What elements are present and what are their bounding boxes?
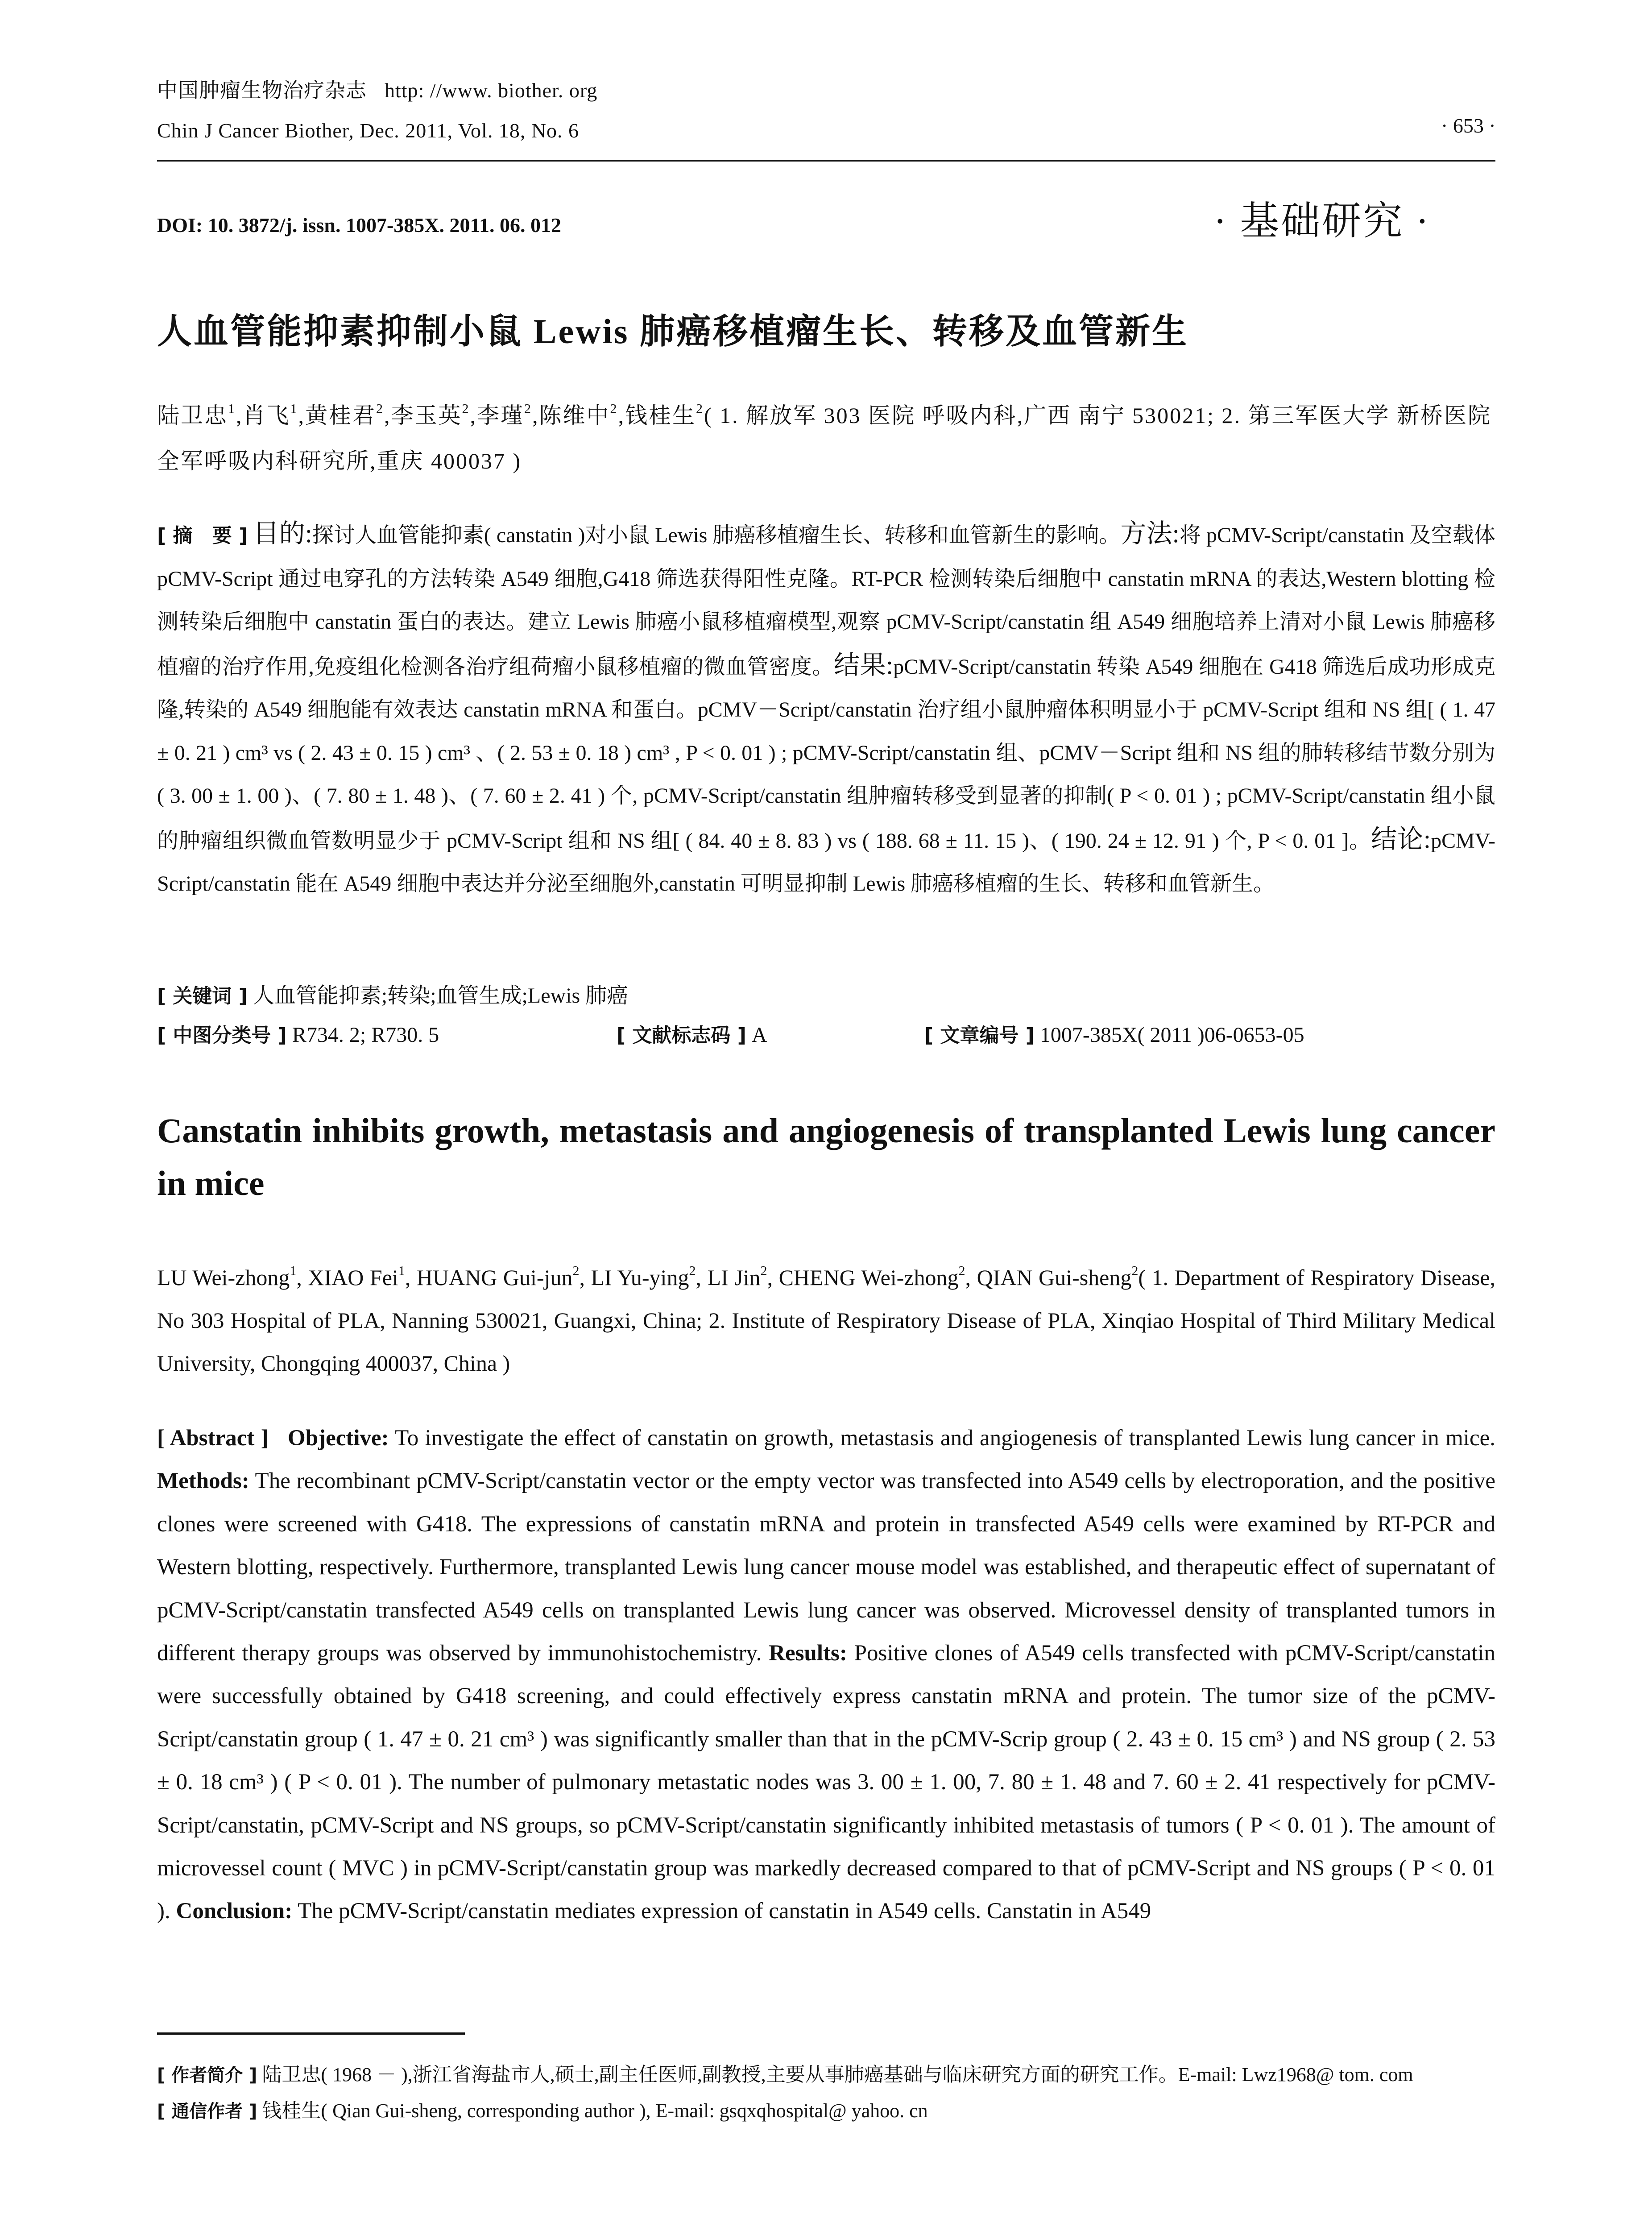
clc-label: [ 中图分类号 ] — [157, 1024, 287, 1047]
objective-label-en: Objective: — [288, 1426, 389, 1451]
abstract-label-cn: [ 摘 要 ] — [157, 524, 248, 547]
conclusion-label-en: Conclusion: — [176, 1899, 293, 1924]
running-header — [157, 70, 597, 151]
author-intro-label: [ 作者简介 ] — [157, 2065, 257, 2086]
affiliation-marker: 2 — [696, 401, 704, 416]
article-no-label: [ 文章编号 ] — [924, 1024, 1035, 1047]
doc-code-item — [617, 1019, 767, 1048]
affiliation-marker: 1 — [290, 401, 298, 416]
author-intro — [157, 2057, 1495, 2093]
results-en: Positive clones of A549 cells transfected with pCMV-Script/canstatin were successfully obtained by G418 screening, and could effectively express canstatin mRNA and protein. The tumor size of the pCMV-Script/canstatin group ( 1. 47 ± 0. 21 cm³ ) was significantly smaller than that in the pCMV-Scrip group ( 2. 43 ± 0. 15 cm³ ) and NS group ( 2. 53 ± 0. 18 cm³ ) ( P < 0. 01 ). The number of pulmonary metastatic nodes was 3. 00 ± 1. 00, 7. 80 ± 1. 48 and 7. 60 ± 2. 41 respectively for pCMV-Script/canstatin, pCMV-Script and NS groups, so pCMV-Script/canstatin significantly inhibited metastasis of tumors ( P < 0. 01 ). The amount of microvessel count ( MVC ) in pCMV-Script/canstatin group was markedly decreased compared to that of pCMV-Script and NS groups ( P < 0. 01 ). — [157, 1641, 1496, 1924]
author-name: 肖飞 — [243, 403, 290, 428]
footnote-divider — [157, 2032, 465, 2035]
doi[interactable]: DOI: 10. 3872/j. issn. 1007-385X. 2011. 06. 012 — [157, 214, 561, 236]
affiliation-marker: 2 — [958, 1263, 965, 1278]
footnotes — [157, 2057, 1495, 2129]
author-name: XIAO Fei — [308, 1265, 398, 1290]
journal-line — [157, 70, 597, 111]
affiliation-marker: 1 — [290, 1263, 297, 1278]
author-name: QIAN Gui-sheng — [977, 1265, 1132, 1290]
author-intro-text: 陆卫忠( 1968 － ),浙江省海盐市人,硕士,副主任医师,副教授,主要从事肺癌基础与临床研究方面的研究工作。E-mail: Lwz1968@ tom. com — [262, 2064, 1413, 2086]
author-name: LI Yu-ying — [591, 1265, 689, 1290]
journal-name-cn: 中国肿瘤生物治疗杂志 — [157, 79, 367, 102]
author-name: HUANG Gui-jun — [416, 1265, 573, 1290]
affiliation-marker: 2 — [462, 401, 470, 416]
page-number: · 653 · — [1441, 114, 1496, 137]
author-name: 陈维中 — [539, 403, 610, 428]
author-name: 钱桂生 — [625, 403, 696, 428]
author-name: LI Jin — [707, 1265, 761, 1290]
corresponding-text: 钱桂生( Qian Gui-sheng, corresponding author ), E-mail: gsqxqhospital@ yahoo. cn — [262, 2100, 928, 2122]
affiliation-marker: 2 — [524, 401, 532, 416]
objective-label-cn: 目的: — [253, 519, 312, 548]
abstract-en — [157, 1417, 1495, 1933]
author-name: 黄桂君 — [305, 403, 376, 428]
objective-cn: 探讨人血管能抑素( canstatin )对小鼠 Lewis 肺癌移植瘤生长、转移和血管新生的影响。 — [312, 523, 1121, 547]
conclusion-en: The pCMV-Script/canstatin mediates expression of canstatin in A549 cells. Canstatin in A549 — [298, 1899, 1151, 1924]
results-label-en: Results: — [769, 1641, 847, 1666]
results-label-cn: 结果: — [833, 650, 894, 680]
title-cn: 人血管能抑素抑制小鼠 Lewis 肺癌移植瘤生长、转移及血管新生 — [157, 312, 1189, 351]
objective-en: To investigate the effect of canstatin on growth, metastasis and angiogenesis of transplanted Lewis lung cancer in mice. — [395, 1426, 1495, 1451]
author-list-cn: 陆卫忠$^1$,肖飞$^1$,黄桂君$^2$,李玉英$^2$,李瑾$^2$,陈维中$^2$,钱桂生$^2$ — [157, 401, 704, 428]
affiliation-marker: 1 — [228, 401, 236, 416]
author-name: 陆卫忠 — [157, 403, 228, 428]
methods-en: The recombinant pCMV-Script/canstatin vector or the empty vector was transfected into A549 cells by electroporation, and the positive clones were screened with G418. The expressions of canstatin mRNA and protein in transfected A549 cells were examined by RT-PCR and Western blotting, respectively. Furthermore, transplanted Lewis lung cancer mouse model was established, and therapeutic effect of supernatant of pCMV-Script/canstatin transfected A549 cells on transplanted Lewis lung cancer was observed. Microvessel density of transplanted tumors in different therapy groups was observed by immunohistochemistry. — [157, 1468, 1495, 1666]
affiliation-marker: 2 — [689, 1263, 696, 1278]
keywords-value: 人血管能抑素;转染;血管生成;Lewis 肺癌 — [253, 984, 629, 1008]
affiliation-marker: 2 — [610, 401, 618, 416]
affiliations-en: ( 1. Department of Respiratory Disease, No 303 Hospital of PLA, Nanning 530021, Guangxi, China; 2. Institute of Respiratory Disease of PLA, Xinqiao Hospital of Third Military Medical University, Chongqing 400037, China ) — [157, 1265, 1496, 1376]
results-cn: pCMV-Script/canstatin 转染 A549 细胞在 G418 筛选后成功形成克隆,转染的 A549 细胞能有效表达 canstatin mRNA 和蛋白。pCMV－Script/canstatin 治疗组小鼠肿瘤体积明显小于 pCMV-Script 组和 NS 组[ ( 1. 47 ± 0. 21 ) cm³ vs ( 2. 43 ± 0. 15 ) cm³ 、( 2. 53 ± 0. 18 ) cm³ , P < 0. 01 ) ; pCMV-Script/canstatin 组、pCMV－Script 组和 NS 组的肺转移结节数分别为 ( 3. 00 ± 1. 00 )、( 7. 80 ± 1. 48 )、( 7. 60 ± 2. 41 ) 个, pCMV-Script/canstatin 组肿瘤转移受到显著的抑制( P < 0. 01 ) ; pCMV-Script/canstatin 组小鼠的肿瘤组织微血管数明显少于 pCMV-Script 组和 NS 组[ ( 84. 40 ± 8. 83 ) vs ( 188. 68 ± 11. 15 )、( 190. 24 ± 12. 91 ) 个, P < 0. 01 ]。 — [157, 655, 1495, 853]
abstract-label-en: [ Abstract ] — [157, 1426, 269, 1451]
conclusion-label-cn: 结论: — [1371, 824, 1431, 854]
section-tag: · 基础研究 · — [1213, 200, 1431, 243]
article-no-value: 1007-385X( 2011 )06-0653-05 — [1039, 1023, 1304, 1047]
methods-label-cn: 方法: — [1120, 519, 1180, 548]
affiliation-marker: 2 — [376, 401, 384, 416]
corresponding-author — [157, 2093, 1495, 2129]
keywords-label: [ 关键词 ] — [157, 985, 248, 1008]
affiliation-marker: 2 — [760, 1263, 767, 1278]
affiliations-cn: ( 1. 解放军 303 医院 呼吸内科,广西 南宁 530021; 2. 第三军医大学 新桥医院 全军呼吸内科研究所,重庆 400037 ) — [157, 403, 1492, 473]
author-name: CHENG Wei-zhong — [778, 1265, 959, 1290]
author-list-en: LU Wei-zhong$^1$, XIAO Fei$^1$, HUANG Gui-jun$^2$, LI Yu-ying$^2$, LI Jin$^2$, CHENG Wei-zhong$^2$, QIAN Gui-sheng$^2$ — [157, 1263, 1139, 1290]
authors-cn — [157, 393, 1495, 484]
clc-value: R734. 2; R730. 5 — [292, 1023, 439, 1047]
author-name: LU Wei-zhong — [157, 1265, 290, 1290]
affiliation-marker: 1 — [398, 1263, 405, 1278]
header-divider — [157, 160, 1495, 162]
journal-citation: Chin J Cancer Biother, Dec. 2011, Vol. 18, No. 6 — [157, 119, 580, 142]
journal-url[interactable]: http: //www. biother. org — [385, 79, 598, 102]
corresponding-label: [ 通信作者 ] — [157, 2101, 257, 2122]
doc-code-label: [ 文献标志码 ] — [617, 1024, 746, 1047]
affiliation-marker: 2 — [572, 1263, 580, 1278]
abstract-cn — [157, 512, 1495, 906]
author-name: 李玉英 — [391, 403, 462, 428]
affiliation-marker: 2 — [1131, 1263, 1139, 1278]
methods-label-en: Methods: — [157, 1468, 249, 1494]
methods-cn: 将 pCMV-Script/canstatin 及空载体 pCMV-Script 通过电穿孔的方法转染 A549 细胞,G418 筛选获得阳性克隆。RT-PCR 检测转染后细胞中 canstatin mRNA 的表达,Western blotting 检测转染后细胞中 canstatin 蛋白的表达。建立 Lewis 肺癌小鼠移植瘤模型,观察 pCMV-Script/canstatin 组 A549 细胞培养上清对小鼠 Lewis 肺癌移植瘤的治疗作用,免疫组化检测各治疗组荷瘤小鼠移植瘤的微血管密度。 — [157, 523, 1495, 679]
doc-code-value: A — [751, 1023, 767, 1047]
authors-en — [157, 1256, 1495, 1385]
keywords-cn — [157, 978, 628, 1009]
clc-item — [157, 1019, 439, 1048]
author-name: 李瑾 — [477, 403, 524, 428]
conclusion-cn: pCMV-Script/canstatin 能在 A549 细胞中表达并分泌至细胞外,canstatin 可明显抑制 Lewis 肺癌移植瘤的生长、转移和血管新生。 — [157, 829, 1495, 896]
article-no-item — [924, 1019, 1304, 1048]
title-en: Canstatin inhibits growth, metastasis and angiogenesis of transplanted Lewis lung cancer in mice — [157, 1111, 1495, 1203]
